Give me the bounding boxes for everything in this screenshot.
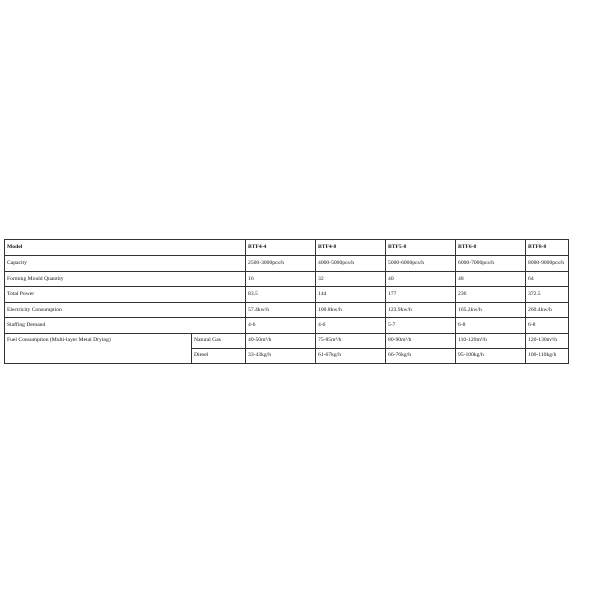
table-cell: 5000-6000pcs/h	[386, 256, 456, 272]
table-cell: 32	[316, 271, 386, 287]
table-cell: 6000-7000pcs/h	[456, 256, 526, 272]
table-cell: 57.4kw/h	[246, 302, 316, 318]
table-cell: 165.2kw/h	[456, 302, 526, 318]
table-row	[5, 287, 569, 303]
table-cell: 40	[386, 271, 456, 287]
fuel-type-label: Diesel	[192, 348, 246, 363]
table-cell: 260.4kw/h	[526, 302, 569, 318]
table-cell: 100-110kg/h	[526, 348, 569, 363]
header-model: BTF5-8	[386, 240, 456, 256]
table-cell: 4-6	[316, 318, 386, 334]
table-cell: 177	[386, 287, 456, 303]
table-cell: 144	[316, 287, 386, 303]
table-cell: 83.5	[246, 287, 316, 303]
table-cell: 4000-5000pcs/h	[316, 256, 386, 272]
table-row	[5, 318, 569, 334]
table-cell: 80-90m³/h	[386, 333, 456, 348]
header-model: BTF4-4	[246, 240, 316, 256]
row-label: Staffing Demand	[5, 318, 246, 334]
table-row	[5, 256, 569, 272]
table-cell: 5-7	[386, 318, 456, 334]
table-cell: 6-8	[456, 318, 526, 334]
table-row	[5, 271, 569, 287]
table-cell: 110-120m³/h	[456, 333, 526, 348]
row-label: Total Power	[5, 287, 246, 303]
table-cell: 372.5	[526, 287, 569, 303]
table-cell: 95-100kg/h	[456, 348, 526, 363]
table-cell: 48	[456, 271, 526, 287]
table-cell: 100.8kw/h	[316, 302, 386, 318]
header-model: BTF4-8	[316, 240, 386, 256]
row-label: Forming Mould Quantity	[5, 271, 246, 287]
table-cell: 33-43kg/h	[246, 348, 316, 363]
row-label: Electricity Consumption	[5, 302, 246, 318]
fuel-consumption-label: Fuel Consumption (Multi-layer Metal Drying)	[5, 333, 192, 363]
table-header-row	[5, 240, 569, 256]
table-cell: 16	[246, 271, 316, 287]
table-row	[5, 302, 569, 318]
table-cell: 8000-9000pcs/h	[526, 256, 569, 272]
table-row	[5, 333, 569, 348]
table-cell: 120-130m³/h	[526, 333, 569, 348]
table-cell: 236	[456, 287, 526, 303]
row-label: Capacity	[5, 256, 246, 272]
header-model: BTF8-8	[526, 240, 569, 256]
fuel-type-label: Natural Gas	[192, 333, 246, 348]
table-cell: 2500-3000pcs/h	[246, 256, 316, 272]
table-cell: 6-8	[526, 318, 569, 334]
table-cell: 123.9kw/h	[386, 302, 456, 318]
spec-table	[4, 239, 569, 364]
table-cell: 4-6	[246, 318, 316, 334]
header-model: BTF6-8	[456, 240, 526, 256]
table-cell: 66-76kg/h	[386, 348, 456, 363]
table-cell: 61-67kg/h	[316, 348, 386, 363]
header-model-label: Model	[5, 240, 246, 256]
table-cell: 75-85m³/h	[316, 333, 386, 348]
table-cell: 64	[526, 271, 569, 287]
table-cell: 40-50m³/h	[246, 333, 316, 348]
